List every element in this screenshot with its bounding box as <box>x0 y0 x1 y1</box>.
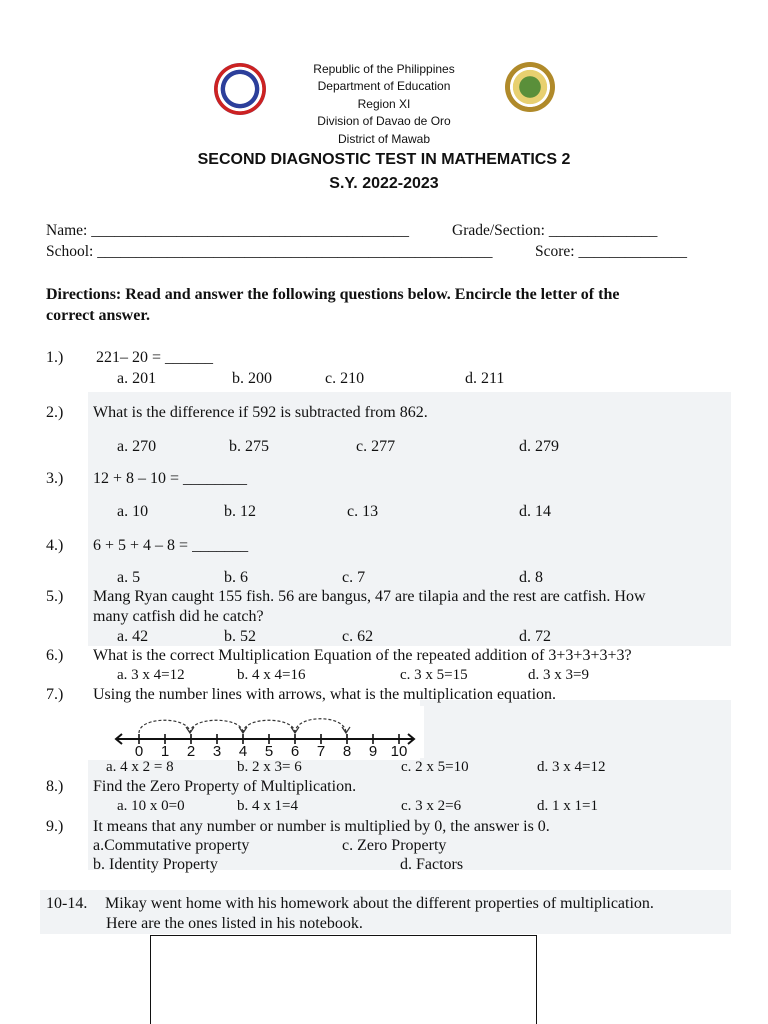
q3-text: 12 + 8 – 10 = ________ <box>93 470 248 487</box>
q2-text: What is the difference if 592 is subtracted from 862. <box>93 404 428 421</box>
q7-choice-a[interactable]: a. 4 x 2 = 8 <box>106 759 174 775</box>
q4-choice-d[interactable]: d. 8 <box>519 569 543 586</box>
number-line-label: 3 <box>212 743 222 758</box>
q7-choice-c[interactable]: c. 2 x 5=10 <box>401 759 469 775</box>
q10-14-number: 10-14. <box>46 895 88 912</box>
name-field[interactable]: Name: _________________________________________ <box>46 222 409 239</box>
q10-14-text-line-1: Mikay went home with his homework about the different properties of multiplication. <box>105 895 654 912</box>
q8-choice-c[interactable]: c. 3 x 2=6 <box>401 798 462 814</box>
q8-choice-d[interactable]: d. 1 x 1=1 <box>537 798 598 814</box>
q7-choice-d[interactable]: d. 3 x 4=12 <box>537 759 606 775</box>
header-line-2: Department of Education <box>317 79 451 93</box>
q2-number: 2.) <box>46 404 64 421</box>
q4-choice-c[interactable]: c. 7 <box>342 569 366 586</box>
number-line-label: 5 <box>264 743 274 758</box>
q1-choice-b[interactable]: b. 200 <box>232 370 272 387</box>
q8-choice-b[interactable]: b. 4 x 1=4 <box>237 798 298 814</box>
number-line-label: 8 <box>342 743 352 758</box>
number-line-label: 10 <box>390 743 408 758</box>
q4-text: 6 + 5 + 4 – 8 = _______ <box>93 537 249 554</box>
number-line-label: 1 <box>160 743 170 758</box>
number-line-label: 2 <box>186 743 196 758</box>
school-field[interactable]: School: ___________________________________________________ <box>46 243 493 260</box>
q5-choice-c[interactable]: c. 62 <box>342 628 374 645</box>
q9-choice-b[interactable]: b. Identity Property <box>93 856 218 873</box>
q7-choice-b[interactable]: b. 2 x 3= 6 <box>237 759 302 775</box>
q5-text-line-1: Mang Ryan caught 155 fish. 56 are bangus, 47 are tilapia and the rest are catfish. How <box>93 588 646 605</box>
number-line-label: 9 <box>368 743 378 758</box>
q4-number: 4.) <box>46 537 64 554</box>
directions-line-1: Directions: Read and answer the following questions below. Encircle the letter of the <box>46 286 620 303</box>
q7-text: Using the number lines with arrows, what is the multiplication equation. <box>93 686 557 703</box>
q5-text-line-2: many catfish did he catch? <box>93 608 264 625</box>
q3-choice-c[interactable]: c. 13 <box>347 503 379 520</box>
score-field[interactable]: Score: ______________ <box>535 243 687 260</box>
q8-text: Find the Zero Property of Multiplication. <box>93 778 357 795</box>
q2-choice-b[interactable]: b. 275 <box>229 438 269 455</box>
directions-line-2: correct answer. <box>46 307 150 324</box>
q9-choice-a[interactable]: a.Commutative property <box>93 837 250 854</box>
grade-section-field[interactable]: Grade/Section: ______________ <box>452 222 658 239</box>
q9-text: It means that any number or number is multiplied by 0, the answer is 0. <box>93 818 550 835</box>
q6-choice-a[interactable]: a. 3 x 4=12 <box>117 667 185 683</box>
number-line-label: 0 <box>134 743 144 758</box>
q6-number: 6.) <box>46 647 64 664</box>
q1-choice-a[interactable]: a. 201 <box>117 370 157 387</box>
q6-text: What is the correct Multiplication Equation of the repeated addition of 3+3+3+3+3? <box>93 647 632 664</box>
header-line-5: District of Mawab <box>337 132 431 146</box>
q1-choice-d[interactable]: d. 211 <box>465 370 505 387</box>
q6-choice-d[interactable]: d. 3 x 3=9 <box>528 667 589 683</box>
q3-choice-b[interactable]: b. 12 <box>224 503 256 520</box>
q7-number: 7.) <box>46 686 64 703</box>
q9-choice-d[interactable]: d. Factors <box>400 856 464 873</box>
number-line-diagram <box>108 706 424 758</box>
q3-choice-d[interactable]: d. 14 <box>519 503 551 520</box>
notebook-box <box>150 935 537 1024</box>
header-line-3: Region XI <box>357 97 411 111</box>
q4-choice-b[interactable]: b. 6 <box>224 569 248 586</box>
q3-number: 3.) <box>46 470 64 487</box>
q6-choice-b[interactable]: b. 4 x 4=16 <box>237 667 306 683</box>
q2-choice-d[interactable]: d. 279 <box>519 438 559 455</box>
q8-choice-a[interactable]: a. 10 x 0=0 <box>117 798 185 814</box>
header-line-1: Republic of the Philippines <box>313 62 455 76</box>
q1-number: 1.) <box>46 349 64 366</box>
number-line-label: 4 <box>238 743 248 758</box>
q1-text: 221– 20 = ______ <box>96 349 214 366</box>
header-line-4: Division of Davao de Oro <box>317 114 451 128</box>
q4-choice-a[interactable]: a. 5 <box>117 569 141 586</box>
q5-choice-b[interactable]: b. 52 <box>224 628 256 645</box>
q3-choice-a[interactable]: a. 10 <box>117 503 149 520</box>
number-line-label: 7 <box>316 743 326 758</box>
q2-choice-a[interactable]: a. 270 <box>117 438 157 455</box>
q5-choice-d[interactable]: d. 72 <box>519 628 551 645</box>
school-year: S.Y. 2022-2023 <box>329 175 439 192</box>
number-line-label: 6 <box>290 743 300 758</box>
q9-choice-c[interactable]: c. Zero Property <box>342 837 447 854</box>
q5-number: 5.) <box>46 588 64 605</box>
q2-choice-c[interactable]: c. 277 <box>356 438 396 455</box>
q8-number: 8.) <box>46 778 64 795</box>
q5-choice-a[interactable]: a. 42 <box>117 628 149 645</box>
q6-choice-c[interactable]: c. 3 x 5=15 <box>400 667 468 683</box>
test-title: SECOND DIAGNOSTIC TEST IN MATHEMATICS 2 <box>197 151 571 168</box>
q9-number: 9.) <box>46 818 64 835</box>
q10-14-text-line-2: Here are the ones listed in his notebook. <box>106 915 363 932</box>
q1-choice-c[interactable]: c. 210 <box>325 370 365 387</box>
